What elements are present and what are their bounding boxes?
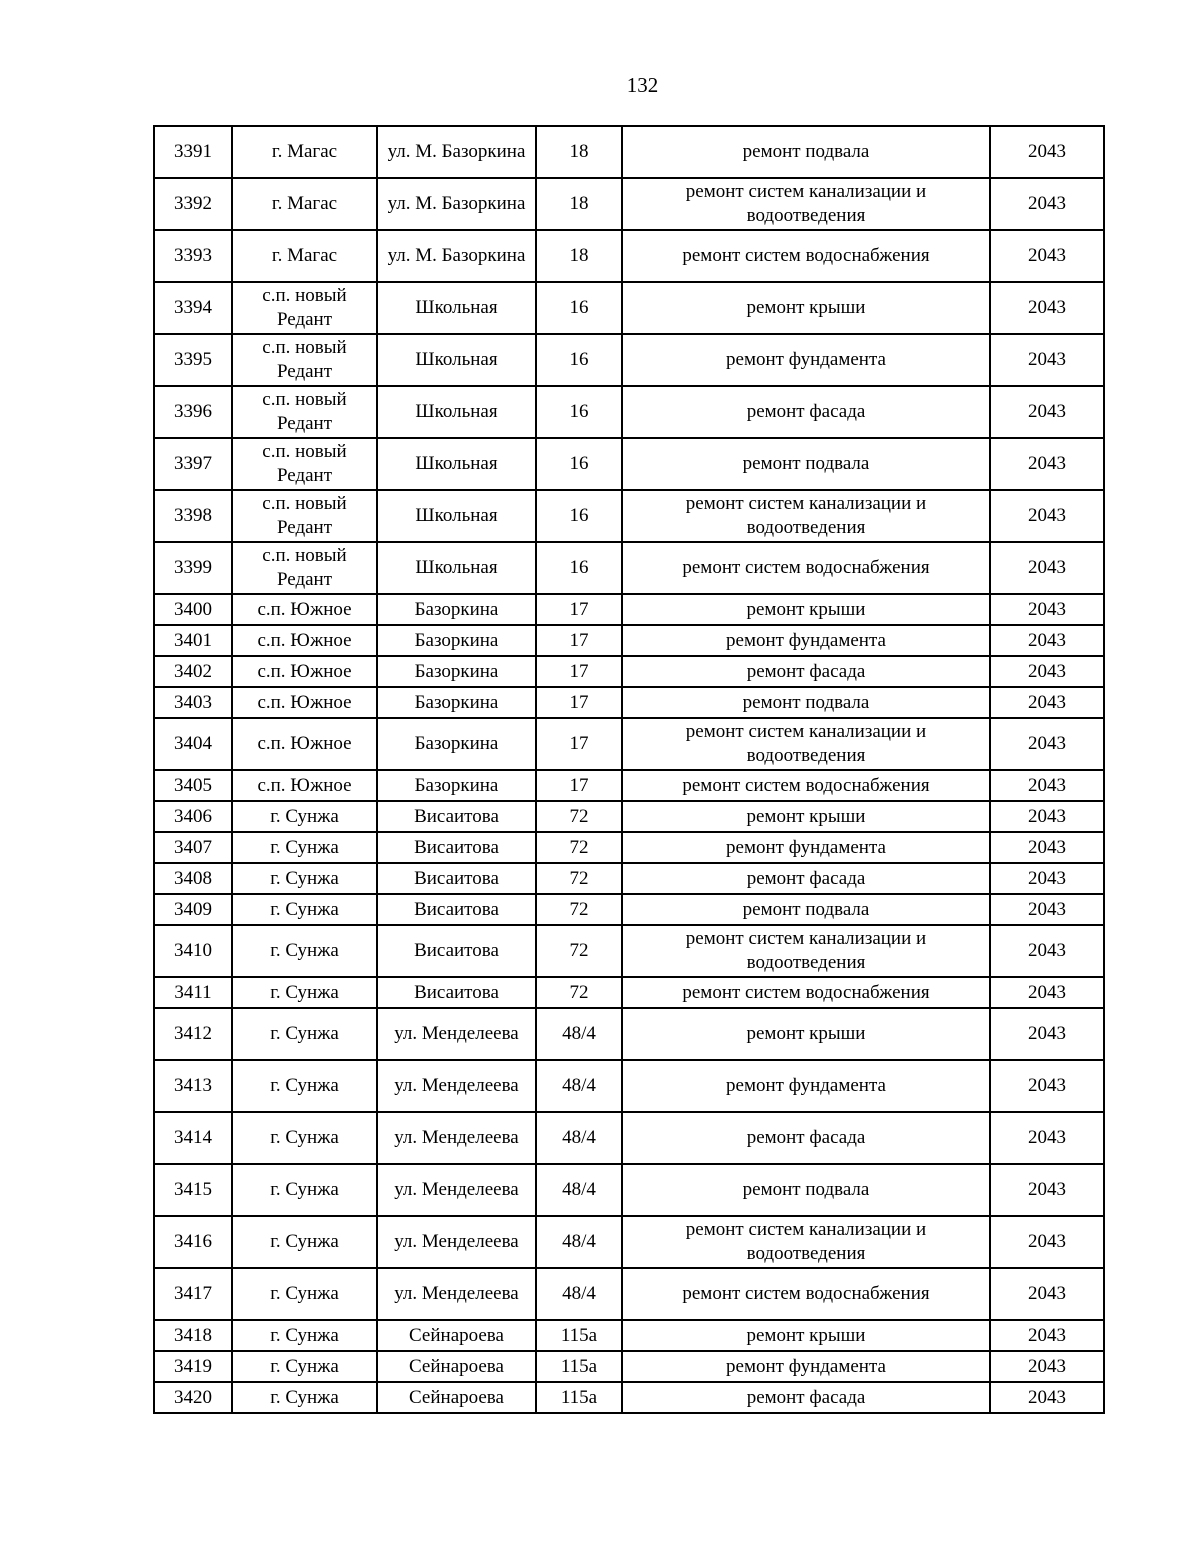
cell-year: 2043 [990,687,1104,718]
cell-street: Базоркина [377,718,536,770]
cell-locality: г. Сунжа [232,1060,377,1112]
cell-locality: г. Сунжа [232,1351,377,1382]
table-row [154,1164,1104,1216]
cell-year: 2043 [990,1351,1104,1382]
table-row [154,1382,1104,1413]
cell-house: 17 [536,594,622,625]
cell-work-type: ремонт систем канализации и водоотведения [622,718,990,770]
cell-year: 2043 [990,1216,1104,1268]
cell-number: 3397 [154,438,232,490]
cell-number: 3394 [154,282,232,334]
cell-work-type: ремонт фасада [622,386,990,438]
cell-house: 72 [536,925,622,977]
cell-number: 3409 [154,894,232,925]
cell-work-type: ремонт подвала [622,687,990,718]
table-row [154,1216,1104,1268]
cell-number: 3414 [154,1112,232,1164]
cell-house: 16 [536,282,622,334]
repair-schedule-table [153,125,1105,1414]
cell-work-type: ремонт подвала [622,438,990,490]
table-row [154,801,1104,832]
cell-house: 16 [536,386,622,438]
cell-locality: с.п. новый Редант [232,438,377,490]
cell-work-type: ремонт фасада [622,656,990,687]
cell-number: 3413 [154,1060,232,1112]
cell-work-type: ремонт фундамента [622,625,990,656]
cell-number: 3412 [154,1008,232,1060]
cell-number: 3404 [154,718,232,770]
cell-house: 18 [536,178,622,230]
cell-street: ул. Менделеева [377,1112,536,1164]
table-row [154,625,1104,656]
cell-year: 2043 [990,718,1104,770]
cell-number: 3400 [154,594,232,625]
cell-street: Школьная [377,542,536,594]
cell-locality: с.п. новый Редант [232,282,377,334]
cell-work-type: ремонт систем водоснабжения [622,230,990,282]
cell-street: Сейнароева [377,1320,536,1351]
cell-year: 2043 [990,490,1104,542]
cell-house: 72 [536,977,622,1008]
cell-number: 3408 [154,863,232,894]
cell-street: Школьная [377,282,536,334]
cell-number: 3393 [154,230,232,282]
cell-house: 17 [536,770,622,801]
cell-locality: г. Сунжа [232,977,377,1008]
cell-locality: с.п. новый Редант [232,542,377,594]
table-row [154,1060,1104,1112]
cell-street: Школьная [377,490,536,542]
cell-locality: г. Сунжа [232,894,377,925]
table-row [154,438,1104,490]
cell-year: 2043 [990,801,1104,832]
cell-street: Школьная [377,334,536,386]
cell-number: 3396 [154,386,232,438]
cell-house: 18 [536,126,622,178]
table-row [154,178,1104,230]
cell-street: ул. Менделеева [377,1164,536,1216]
cell-work-type: ремонт крыши [622,801,990,832]
cell-work-type: ремонт подвала [622,126,990,178]
cell-locality: г. Магас [232,178,377,230]
cell-year: 2043 [990,438,1104,490]
table-row [154,894,1104,925]
cell-work-type: ремонт фасада [622,1112,990,1164]
cell-work-type: ремонт систем водоснабжения [622,542,990,594]
cell-year: 2043 [990,1164,1104,1216]
cell-street: ул. Менделеева [377,1060,536,1112]
cell-year: 2043 [990,126,1104,178]
cell-work-type: ремонт систем водоснабжения [622,977,990,1008]
cell-house: 17 [536,625,622,656]
cell-house: 16 [536,334,622,386]
cell-year: 2043 [990,832,1104,863]
cell-locality: с.п. новый Редант [232,490,377,542]
cell-work-type: ремонт систем водоснабжения [622,1268,990,1320]
cell-number: 3416 [154,1216,232,1268]
cell-locality: с.п. Южное [232,718,377,770]
cell-locality: г. Сунжа [232,1382,377,1413]
cell-locality: г. Магас [232,230,377,282]
table-row [154,542,1104,594]
table-row [154,863,1104,894]
cell-number: 3406 [154,801,232,832]
cell-locality: г. Сунжа [232,863,377,894]
cell-locality: с.п. Южное [232,770,377,801]
cell-house: 48/4 [536,1060,622,1112]
cell-number: 3398 [154,490,232,542]
table-row [154,832,1104,863]
cell-year: 2043 [990,863,1104,894]
cell-street: Базоркина [377,625,536,656]
cell-work-type: ремонт фасада [622,863,990,894]
cell-year: 2043 [990,1112,1104,1164]
cell-year: 2043 [990,1008,1104,1060]
cell-number: 3415 [154,1164,232,1216]
cell-work-type: ремонт систем канализации и водоотведения [622,178,990,230]
cell-work-type: ремонт крыши [622,1320,990,1351]
cell-number: 3405 [154,770,232,801]
cell-street: Сейнароева [377,1351,536,1382]
cell-house: 72 [536,894,622,925]
cell-work-type: ремонт систем канализации и водоотведения [622,490,990,542]
cell-work-type: ремонт фундамента [622,1351,990,1382]
cell-house: 16 [536,542,622,594]
cell-house: 16 [536,438,622,490]
table-row [154,334,1104,386]
cell-house: 72 [536,863,622,894]
cell-locality: с.п. Южное [232,656,377,687]
cell-locality: г. Сунжа [232,832,377,863]
cell-work-type: ремонт крыши [622,1008,990,1060]
cell-work-type: ремонт систем канализации и водоотведения [622,1216,990,1268]
table-row [154,490,1104,542]
table-row [154,1112,1104,1164]
table-row [154,282,1104,334]
cell-number: 3410 [154,925,232,977]
cell-year: 2043 [990,1320,1104,1351]
cell-house: 48/4 [536,1216,622,1268]
cell-number: 3417 [154,1268,232,1320]
cell-number: 3402 [154,656,232,687]
cell-number: 3420 [154,1382,232,1413]
cell-year: 2043 [990,894,1104,925]
cell-street: Сейнароева [377,1382,536,1413]
cell-number: 3407 [154,832,232,863]
table-row [154,718,1104,770]
cell-house: 72 [536,832,622,863]
cell-street: Висаитова [377,801,536,832]
table-row [154,1351,1104,1382]
cell-year: 2043 [990,1382,1104,1413]
table-row [154,925,1104,977]
cell-work-type: ремонт подвала [622,894,990,925]
cell-number: 3399 [154,542,232,594]
cell-number: 3392 [154,178,232,230]
cell-locality: с.п. Южное [232,625,377,656]
cell-year: 2043 [990,230,1104,282]
cell-locality: г. Сунжа [232,1216,377,1268]
cell-locality: г. Сунжа [232,801,377,832]
cell-house: 17 [536,656,622,687]
cell-house: 17 [536,718,622,770]
cell-locality: с.п. новый Редант [232,334,377,386]
cell-locality: г. Сунжа [232,1164,377,1216]
cell-year: 2043 [990,334,1104,386]
cell-year: 2043 [990,1268,1104,1320]
cell-year: 2043 [990,594,1104,625]
cell-street: ул. М. Базоркина [377,178,536,230]
cell-street: ул. Менделеева [377,1008,536,1060]
cell-number: 3391 [154,126,232,178]
cell-street: Висаитова [377,832,536,863]
cell-house: 72 [536,801,622,832]
cell-house: 48/4 [536,1112,622,1164]
cell-house: 18 [536,230,622,282]
table-row [154,1320,1104,1351]
cell-work-type: ремонт крыши [622,282,990,334]
cell-house: 16 [536,490,622,542]
table-row [154,1268,1104,1320]
cell-street: Базоркина [377,594,536,625]
cell-work-type: ремонт фасада [622,1382,990,1413]
page-number: 132 [626,73,659,97]
cell-number: 3419 [154,1351,232,1382]
table-row [154,1008,1104,1060]
table-row [154,126,1104,178]
cell-street: Базоркина [377,770,536,801]
cell-locality: с.п. Южное [232,594,377,625]
cell-house: 115а [536,1351,622,1382]
cell-work-type: ремонт фундамента [622,832,990,863]
cell-street: ул. М. Базоркина [377,126,536,178]
cell-locality: г. Сунжа [232,1112,377,1164]
cell-locality: г. Магас [232,126,377,178]
cell-street: ул. Менделеева [377,1268,536,1320]
cell-number: 3401 [154,625,232,656]
table-row [154,386,1104,438]
table-row [154,230,1104,282]
cell-work-type: ремонт крыши [622,594,990,625]
cell-street: ул. Менделеева [377,1216,536,1268]
cell-year: 2043 [990,542,1104,594]
cell-locality: г. Сунжа [232,1008,377,1060]
cell-number: 3403 [154,687,232,718]
cell-work-type: ремонт систем канализации и водоотведения [622,925,990,977]
cell-work-type: ремонт подвала [622,1164,990,1216]
cell-house: 17 [536,687,622,718]
cell-year: 2043 [990,656,1104,687]
cell-year: 2043 [990,925,1104,977]
cell-year: 2043 [990,1060,1104,1112]
cell-street: Школьная [377,438,536,490]
cell-work-type: ремонт фундамента [622,334,990,386]
table-row [154,770,1104,801]
table-row [154,656,1104,687]
cell-number: 3418 [154,1320,232,1351]
cell-street: ул. М. Базоркина [377,230,536,282]
cell-year: 2043 [990,625,1104,656]
cell-house: 48/4 [536,1164,622,1216]
cell-locality: г. Сунжа [232,1268,377,1320]
cell-street: Висаитова [377,925,536,977]
cell-street: Висаитова [377,863,536,894]
table-row [154,594,1104,625]
cell-house: 48/4 [536,1268,622,1320]
cell-year: 2043 [990,770,1104,801]
cell-year: 2043 [990,977,1104,1008]
table-body [154,126,1104,1413]
cell-year: 2043 [990,282,1104,334]
cell-work-type: ремонт фундамента [622,1060,990,1112]
cell-year: 2043 [990,178,1104,230]
cell-number: 3411 [154,977,232,1008]
cell-street: Висаитова [377,977,536,1008]
cell-street: Школьная [377,386,536,438]
cell-house: 115а [536,1320,622,1351]
cell-number: 3395 [154,334,232,386]
cell-street: Базоркина [377,656,536,687]
cell-locality: с.п. новый Редант [232,386,377,438]
cell-locality: с.п. Южное [232,687,377,718]
cell-street: Базоркина [377,687,536,718]
cell-street: Висаитова [377,894,536,925]
cell-house: 115а [536,1382,622,1413]
cell-locality: г. Сунжа [232,1320,377,1351]
cell-house: 48/4 [536,1008,622,1060]
cell-work-type: ремонт систем водоснабжения [622,770,990,801]
cell-locality: г. Сунжа [232,925,377,977]
table-row [154,977,1104,1008]
cell-year: 2043 [990,386,1104,438]
table-row [154,687,1104,718]
